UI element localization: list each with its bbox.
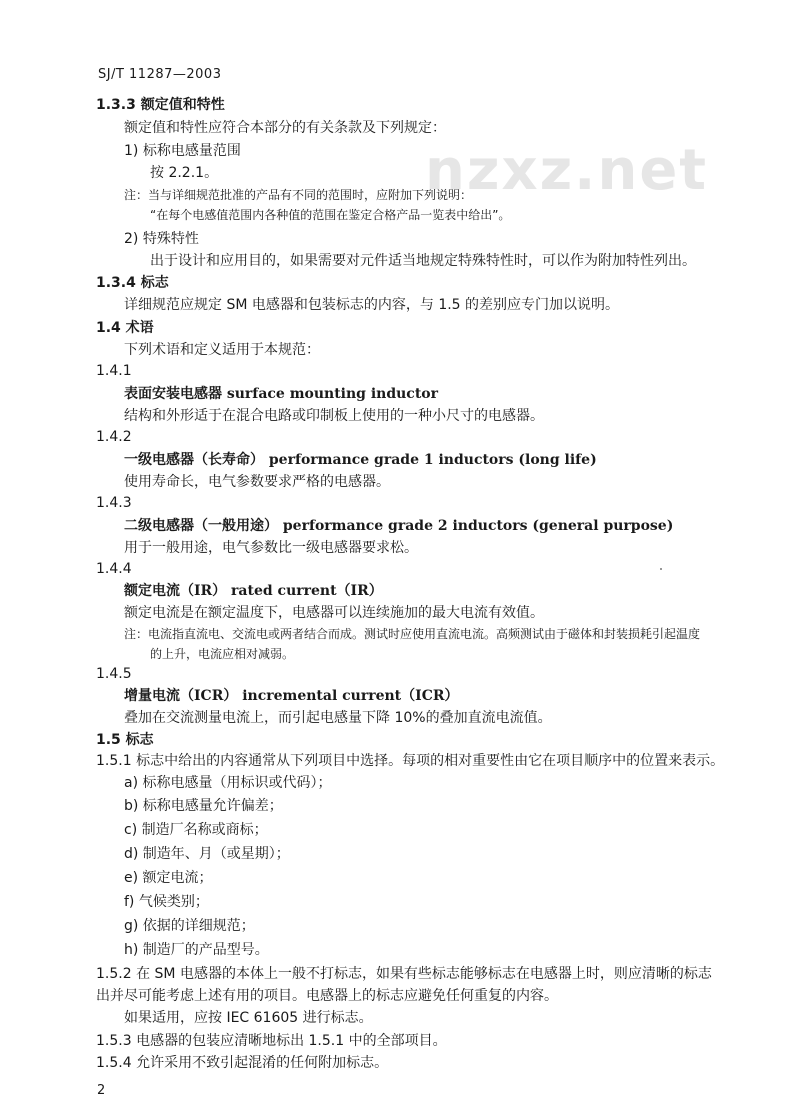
section-1-3-3-intro: 额定值和特性应符合本部分的有关条款及下列规定：	[124, 120, 446, 136]
note-1-quote: “在每个电感值范围内各种值的范围在鉴定合格产品一览表中给出”。	[150, 208, 511, 222]
term-1-4-1-definition: 结构和外形适于在混合电路或印制板上使用的一种小尺寸的电感器。	[124, 408, 544, 424]
term-1-4-4-note-line-1: 注：电流指直流电、交流电或两者结合而成。测试时应使用直流电流。高频测试由于磁体和封装损耗引起温度	[124, 627, 701, 641]
term-1-4-2-number: 1.4.2	[96, 429, 132, 445]
term-1-4-1-heading: 表面安装电感器 surface mounting inductor	[124, 386, 439, 402]
marking-item-h: h) 制造厂的产品型号。	[124, 942, 269, 958]
term-1-4-1-number: 1.4.1	[96, 363, 132, 379]
marking-item-b: b) 标称电感量允许偏差；	[124, 798, 283, 814]
marking-item-d: d) 制造年、月（或星期）；	[124, 846, 290, 862]
term-1-4-3-definition: 用于一般用途，电气参数比一级电感器要求松。	[124, 540, 418, 556]
section-1-4-title: 1.4 术语	[96, 320, 154, 336]
marking-item-g: g) 依据的详细规范；	[124, 918, 255, 934]
term-1-4-5-heading: 增量电流（ICR） incremental current（ICR）	[124, 688, 459, 704]
item-1-text: 按 2.2.1。	[150, 165, 219, 181]
note-1: 注：当与详细规范批准的产品有不同的范围时，应附加下列说明：	[124, 188, 473, 202]
term-1-4-5-definition: 叠加在交流测量电流上，而引起电感量下降 10%的叠加直流电流值。	[124, 710, 552, 726]
section-1-4-intro: 下列术语和定义适用于本规范：	[124, 342, 320, 358]
term-1-4-3-number: 1.4.3	[96, 495, 132, 511]
term-1-4-5-number: 1.4.5	[96, 666, 132, 682]
term-1-4-2-definition: 使用寿命长，电气参数要求严格的电感器。	[124, 474, 390, 490]
term-1-4-2-heading: 一级电感器（长寿命） performance grade 1 inductors (long life)	[124, 452, 597, 468]
item-2-label: 2) 特殊特性	[124, 231, 199, 247]
section-1-3-4-text: 详细规范应规定 SM 电感器和包装标志的内容，与 1.5 的差别应专门加以说明。	[124, 297, 620, 313]
section-1-5-2-line-3: 如果适用，应按 IEC 61605 进行标志。	[124, 1010, 373, 1026]
term-1-4-4-number: 1.4.4	[96, 561, 132, 577]
section-1-5-2-line-2: 出并尽可能考虑上述有用的项目。电感器上的标志应避免任何重复的内容。	[96, 988, 558, 1004]
section-1-5-1: 1.5.1 标志中给出的内容通常从下列项目中选择。每项的相对重要性由它在项目顺序中的位置来表示。	[96, 753, 725, 769]
section-1-5-3: 1.5.3 电感器的包装应清晰地标出 1.5.1 中的全部项目。	[96, 1033, 447, 1049]
item-2-text: 出于设计和应用目的，如果需要对元件适当地规定特殊特性时，可以作为附加特性列出。	[150, 253, 696, 269]
marking-item-e: e) 额定电流；	[124, 870, 213, 886]
term-1-4-4-heading: 额定电流（IR） rated current（IR）	[124, 583, 383, 599]
section-1-5-4: 1.5.4 允许采用不致引起混淆的任何附加标志。	[96, 1055, 389, 1071]
term-1-4-4-note-line-2: 的上升，电流应相对减弱。	[150, 647, 295, 661]
section-1-3-4-title: 1.3.4 标志	[96, 275, 169, 291]
marking-item-c: c) 制造厂名称或商标；	[124, 822, 268, 838]
page-number: 2	[97, 1083, 106, 1098]
item-1-label: 1) 标称电感量范围	[124, 143, 241, 159]
section-1-3-3-title: 1.3.3 额定值和特性	[96, 97, 225, 113]
section-1-5-title: 1.5 标志	[96, 732, 154, 748]
section-1-5-2-line-1: 1.5.2 在 SM 电感器的本体上一般不打标志，如果有些标志能够标志在电感器上时，则应清晰的标志	[96, 966, 712, 982]
marking-item-a: a) 标称电感量（用标识或代码）；	[124, 775, 332, 791]
watermark: nzxz.net	[425, 138, 709, 203]
marking-item-f: f) 气候类别；	[124, 894, 209, 910]
term-1-4-4-definition: 额定电流是在额定温度下，电感器可以连续施加的最大电流有效值。	[124, 605, 544, 621]
term-1-4-3-heading: 二级电感器（一般用途） performance grade 2 inductors (general purpose)	[124, 518, 674, 534]
standard-number: SJ/T 11287—2003	[98, 67, 222, 82]
scan-speck	[660, 568, 662, 570]
